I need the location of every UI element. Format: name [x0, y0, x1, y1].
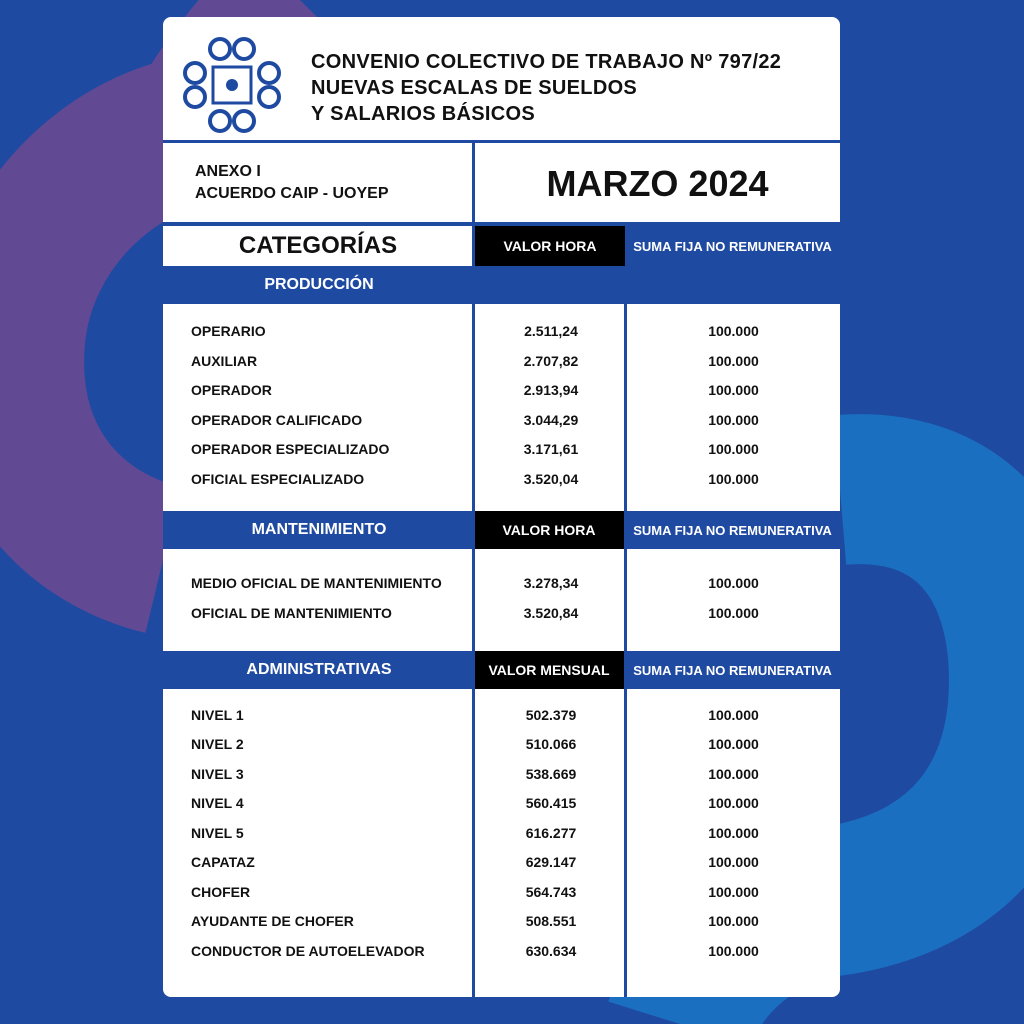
row-fija: 100.000 — [708, 766, 759, 782]
col-header-valor-mantenimiento: VALOR HORA — [473, 511, 625, 549]
row-name: OPERADOR CALIFICADO — [191, 412, 363, 428]
row-name: CAPATAZ — [191, 854, 255, 870]
row-fija: 100.000 — [708, 471, 759, 487]
row-name: OFICIAL ESPECIALIZADO — [191, 471, 365, 487]
row-value: 560.415 — [525, 795, 577, 811]
row-name: MEDIO OFICIAL DE MANTENIMIENTO — [191, 575, 442, 591]
row-fija: 100.000 — [708, 382, 759, 398]
row-name: OPERADOR — [191, 382, 272, 398]
table-row — [163, 736, 840, 758]
row-value: 3.044,29 — [523, 412, 579, 428]
row-value: 510.066 — [525, 736, 577, 752]
title-line-3: Y SALARIOS BÁSICOS — [311, 103, 535, 125]
anexo-label: ANEXO I — [195, 163, 261, 180]
acuerdo-label: ACUERDO CAIP - UOYEP — [195, 185, 389, 202]
row-value: 3.520,84 — [523, 605, 579, 621]
table-row — [163, 943, 840, 965]
title-line-2: NUEVAS ESCALAS DE SUELDOS — [311, 77, 638, 99]
row-name: NIVEL 1 — [191, 707, 244, 723]
table-row — [163, 353, 840, 375]
header-divider — [163, 140, 840, 143]
row-value: 2.511,24 — [524, 323, 578, 339]
month-title: MARZO 2024 — [546, 163, 769, 204]
row-name: OPERARIO — [191, 323, 266, 339]
row-fija: 100.000 — [708, 736, 759, 752]
row-name: OPERADOR ESPECIALIZADO — [191, 441, 390, 457]
row-value: 3.520,04 — [523, 471, 579, 487]
row-name: OFICIAL DE MANTENIMIENTO — [191, 605, 392, 621]
col-header-valor-administrativas: VALOR MENSUAL — [473, 651, 625, 689]
table-row — [163, 441, 840, 463]
table-row — [163, 605, 840, 627]
col-header-valor-produccion: VALOR HORA — [475, 226, 625, 266]
row-fija: 100.000 — [708, 605, 759, 621]
row-fija: 100.000 — [708, 943, 759, 959]
row-value: 629.147 — [525, 854, 577, 870]
row-name: AYUDANTE DE CHOFER — [191, 913, 354, 929]
row-name: NIVEL 2 — [191, 736, 244, 752]
title-line-1: CONVENIO COLECTIVO DE TRABAJO Nº 797/22 — [311, 51, 782, 73]
table-row — [163, 382, 840, 404]
row-value: 538.669 — [525, 766, 577, 782]
row-name: AUXILIAR — [191, 353, 258, 369]
table-row — [163, 854, 840, 876]
row-fija: 100.000 — [708, 854, 759, 870]
row-value: 2.913,94 — [523, 382, 579, 398]
row-value: 630.634 — [525, 943, 577, 959]
row-fija: 100.000 — [708, 884, 759, 900]
row-fija: 100.000 — [708, 707, 759, 723]
row-name: CHOFER — [191, 884, 251, 900]
row-value: 2.707,82 — [523, 353, 579, 369]
row-fija: 100.000 — [708, 825, 759, 841]
row-fija: 100.000 — [708, 913, 759, 929]
section-title-produccion: PRODUCCIÓN — [264, 276, 374, 293]
col-header-fija-administrativas: SUMA FIJA NO REMUNERATIVA — [625, 651, 840, 689]
table-row — [163, 795, 840, 817]
table-row — [163, 323, 840, 345]
row-fija: 100.000 — [708, 575, 759, 591]
row-name: NIVEL 3 — [191, 766, 244, 782]
row-fija: 100.000 — [708, 441, 759, 457]
union-ring-logo-icon — [183, 37, 281, 133]
table-row — [163, 913, 840, 935]
row-name: NIVEL 4 — [191, 795, 244, 811]
col-header-fija-mantenimiento: SUMA FIJA NO REMUNERATIVA — [625, 511, 840, 549]
table-row — [163, 412, 840, 434]
table-row — [163, 471, 840, 493]
table-row — [163, 884, 840, 906]
categories-label: CATEGORÍAS — [164, 226, 472, 266]
table-row — [163, 575, 840, 597]
row-fija: 100.000 — [708, 353, 759, 369]
section-title-mantenimiento: MANTENIMIENTO — [251, 521, 387, 538]
row-value: 508.551 — [525, 913, 577, 929]
row-fija: 100.000 — [708, 412, 759, 428]
section-title-administrativas: ADMINISTRATIVAS — [246, 661, 392, 678]
row-name: CONDUCTOR DE AUTOELEVADOR — [191, 943, 425, 959]
row-value: 564.743 — [525, 884, 577, 900]
row-value: 3.278,34 — [523, 575, 579, 591]
col-header-fija-produccion: SUMA FIJA NO REMUNERATIVA — [625, 226, 840, 266]
table-row — [163, 766, 840, 788]
row-value: 502.379 — [525, 707, 577, 723]
table-row — [163, 707, 840, 729]
row-value: 616.277 — [525, 825, 577, 841]
table-row — [163, 825, 840, 847]
salary-table-card — [163, 17, 840, 997]
row-fija: 100.000 — [708, 323, 759, 339]
row-name: NIVEL 5 — [191, 825, 244, 841]
row-value: 3.171,61 — [523, 441, 579, 457]
row-fija: 100.000 — [708, 795, 759, 811]
